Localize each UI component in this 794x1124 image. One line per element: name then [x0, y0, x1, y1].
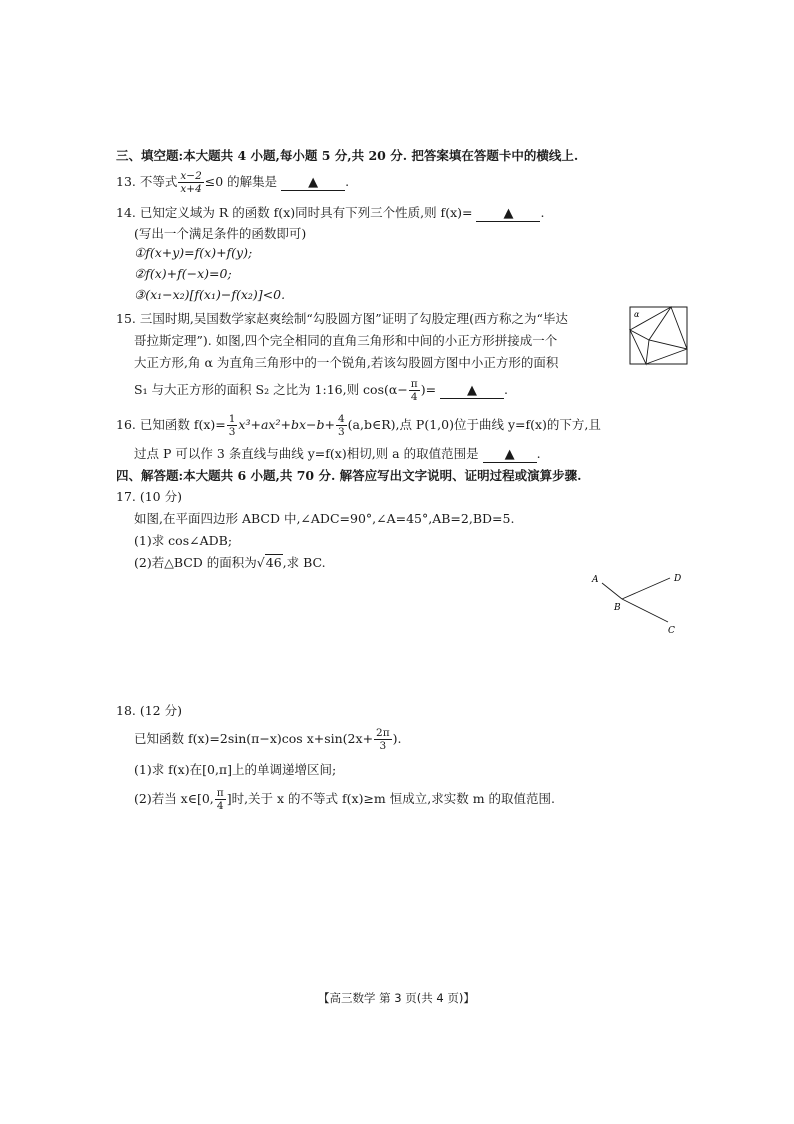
q17-part1: (1)求 cos∠ADB; [134, 533, 233, 548]
point-a-label: A [592, 575, 599, 585]
q18-title: 18. (12 分) [116, 703, 182, 718]
gougu-square-figure [629, 306, 689, 366]
q16-line2-text: 过点 P 可以作 3 条直线与曲线 y=f(x)相切,则 a 的取值范围是 [134, 446, 479, 461]
q18-p2-frac-num: π [216, 787, 224, 799]
section4-heading: 四、解答题:本大题共 6 小题,共 70 分. 解答应写出文字说明、证明过程或演算步骤. [116, 468, 582, 483]
q18-stem [134, 727, 402, 752]
question-14-line1 [116, 203, 544, 222]
page-footer: 【高三数学 第 3 页(共 4 页)】 [318, 991, 475, 1005]
q18-p2-frac-den: 4 [216, 800, 224, 812]
question-13 [116, 170, 349, 195]
q16-answer-blank[interactable] [483, 447, 537, 463]
q14-property-1: ①f(x+y)=f(x)+f(y); [134, 245, 253, 260]
q16-fraction-2 [336, 413, 347, 438]
q16-frac2-num: 4 [337, 413, 345, 425]
triangle-right [649, 307, 687, 349]
q18-fraction [374, 727, 392, 752]
triangle-icon: ▲ [503, 206, 514, 221]
point-b-label: B [614, 603, 621, 613]
q16-fraction-1 [227, 413, 238, 438]
point-c-label: C [668, 626, 675, 636]
quadrilateral-figure [588, 570, 688, 638]
q18-stem-post: ). [392, 731, 402, 746]
q17-part2-prefix: (2)若△BCD 的面积为 [134, 555, 257, 570]
q16-line1-mid: x³+ax²+bx−b+ [238, 417, 335, 432]
q15-line4-prefix: S₁ 与大正方形的面积 S₂ 之比为 1:16,则 cos(α− [134, 382, 408, 397]
q15-line3: 大正方形,角 α 为直角三角形中的一个锐角,若该勾股圆方图中小正方形的面积 [134, 355, 559, 370]
q14-text: 14. 已知定义域为 R 的函数 f(x)同时具有下列三个性质,则 f(x)= [116, 205, 473, 220]
q13-prefix: 13. 不等式 [116, 174, 178, 189]
q16-line1-prefix: 16. 已知函数 f(x)= [116, 417, 226, 432]
q13-text: ≤0 的解集是 [204, 174, 278, 189]
q14-property-3: ③(x₁−x₂)[f(x₁)−f(x₂)]<0. [134, 287, 286, 302]
q16-frac1-num: 1 [228, 413, 236, 425]
q13-fraction [178, 170, 203, 195]
q13-numerator: x−2 [180, 170, 202, 182]
alpha-label: α [634, 310, 640, 319]
q14-answer-blank[interactable] [476, 206, 540, 222]
q14-property-2: ②f(x)+f(−x)=0; [134, 266, 232, 281]
q13-end: . [345, 174, 350, 189]
q15-line1: 15. 三国时期,吴国数学家赵爽绘制“勾股圆方图”证明了勾股定理(西方称之为“毕达 [116, 311, 568, 326]
q18-part2-prefix: (2)若当 x∈[0, [134, 791, 214, 806]
q18-frac-num: 2π [376, 727, 390, 739]
q15-fraction [409, 378, 420, 403]
q13-answer-blank[interactable] [281, 175, 345, 191]
segment-ab [602, 583, 622, 599]
q15-end: . [504, 382, 509, 397]
q17-part2 [134, 553, 326, 571]
q15-answer-blank[interactable] [440, 383, 504, 399]
q15-frac-den: 4 [410, 391, 418, 403]
q16-line2 [134, 444, 541, 463]
sqrt-icon: √ [256, 555, 265, 570]
q18-part2-post: ]时,关于 x 的不等式 f(x)≥m 恒成立,求实数 m 的取值范围. [226, 791, 555, 806]
q18-part1: (1)求 f(x)在[0,π]上的单调递增区间; [134, 762, 337, 777]
section3-heading: 三、填空题:本大题共 4 小题,每小题 5 分,共 20 分. 把答案填在答题卡中的横线上. [116, 148, 579, 163]
triangle-icon: ▲ [467, 383, 478, 398]
q15-line2: 哥拉斯定理”). 如图,四个完全相同的直角三角形和中间的小正方形拼接成一个 [134, 333, 558, 348]
q14-note: (写出一个满足条件的函数即可) [134, 226, 307, 241]
q18-stem-prefix: 已知函数 f(x)=2sin(π−x)cos x+sin(2x+ [134, 731, 374, 746]
q16-frac2-den: 3 [337, 426, 345, 438]
q15-line4-post: )= [420, 382, 437, 397]
q13-denominator: x+4 [180, 183, 202, 195]
point-d-label: D [674, 574, 682, 584]
triangle-icon: ▲ [308, 175, 319, 190]
q17-title: 17. (10 分) [116, 489, 182, 504]
q17-stem: 如图,在平面四边形 ABCD 中,∠ADC=90°,∠A=45°,AB=2,BD=5. [134, 511, 515, 526]
segment-bd [622, 578, 670, 599]
q15-frac-num: π [410, 378, 418, 390]
triangle-left [630, 330, 649, 364]
q15-line4 [134, 378, 508, 403]
q18-part2 [134, 787, 555, 812]
q18-part2-fraction [215, 787, 226, 812]
q17-part2-post: ,求 BC. [282, 555, 326, 570]
q16-end: . [536, 446, 541, 461]
triangle-icon: ▲ [504, 447, 515, 462]
q18-frac-den: 3 [379, 740, 387, 752]
triangle-bottom [646, 349, 687, 364]
q16-line1-post: (a,b∈R),点 P(1,0)位于曲线 y=f(x)的下方,且 [347, 417, 601, 432]
segment-bc [622, 599, 668, 622]
q16-line1 [116, 413, 601, 438]
q16-frac1-den: 3 [228, 426, 236, 438]
q17-sqrt-value: 46 [265, 555, 282, 570]
q14-end: . [540, 205, 545, 220]
